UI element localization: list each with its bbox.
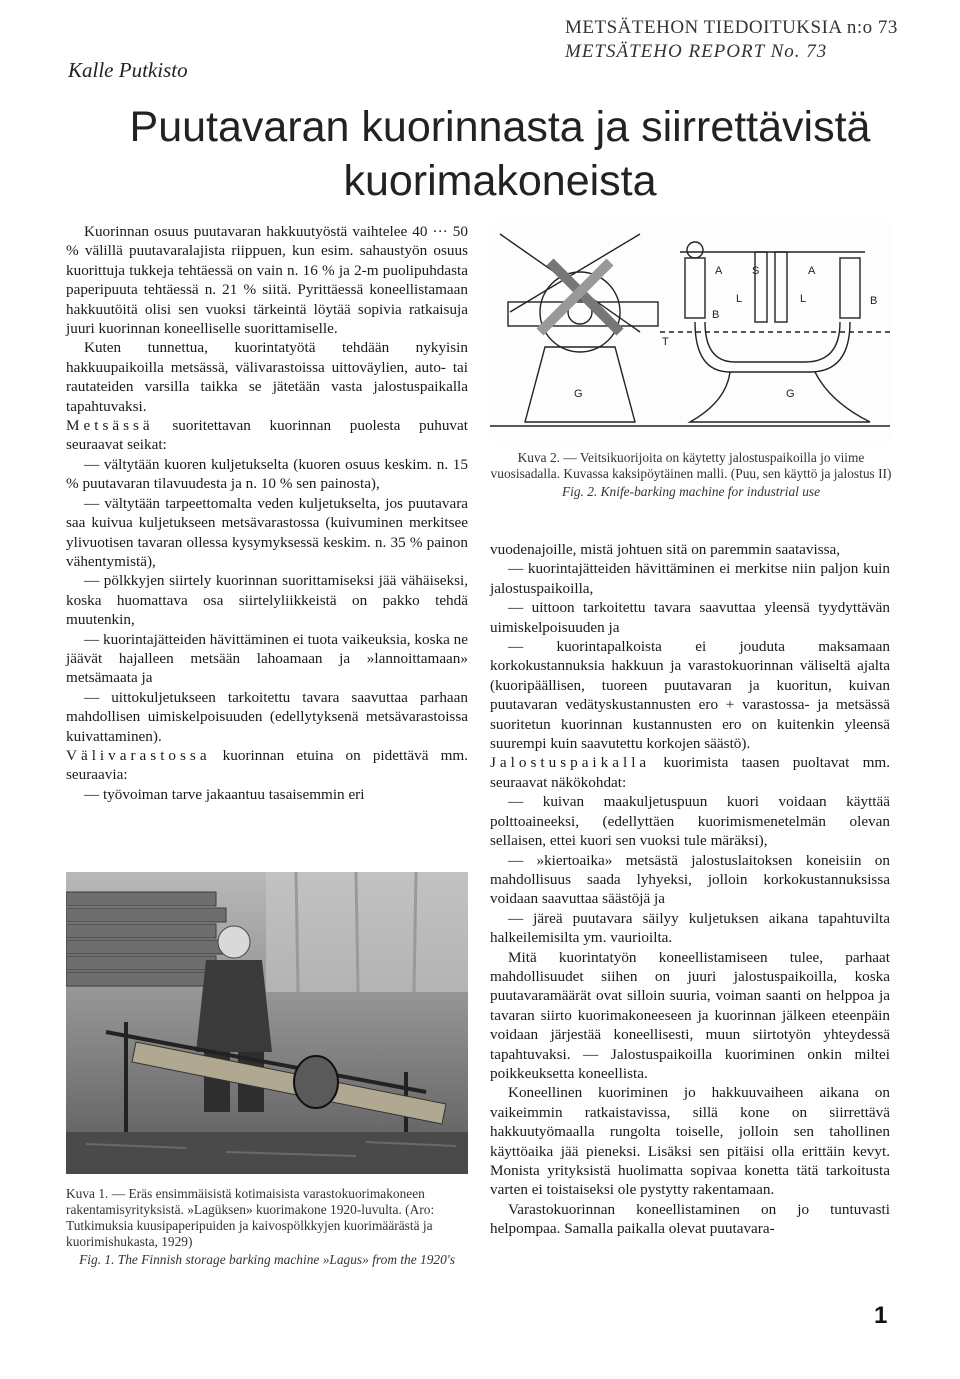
diagram-label: A	[808, 265, 816, 277]
knife-barker-diagram	[490, 222, 892, 442]
paragraph: vuodenajoille, mistä johtuen sitä on paremmin saatavissa,	[490, 541, 841, 558]
caption-text-fi: Kuva 1. — Eräs ensimmäisistä kotimaisista varastokuorimakoneen rakentamisyrityksistä. »Lagüksen» kuorimakone 1920-luvulta. (Aro: Tutkimuksia kuusipaperipuiden ja kaivospölkkyjen kuorimäärästä ja kuorimishukasta, 1929)	[66, 1186, 435, 1249]
article-title-line-1: Puutavaran kuorinnasta ja siirrettävistä	[129, 103, 871, 151]
diagram-label: A	[715, 265, 723, 277]
list-item: — vältytään tarpeettomalta veden kuljetukselta, jos puutavara saa kuivua kuljetukseen metsävarastossa (kuivuminen merkitsee ylivuotisen tavaran ollessa kysymyksessä keskim. n. 35 % painon vähentymistä),	[66, 494, 468, 570]
figure-2-diagram	[490, 222, 892, 442]
list-item: — kuorintajätteiden hävittäminen ei merkitse niin paljon kuin jalostuspaikoilla,	[490, 560, 890, 597]
list-item: — kuorintapalkoista ei jouduta maksamaan korkokustannuksia hakkuun ja varastokuorinnan väliseltä ajalta (kuoripäällisen, tuoreen puutavaran ja kuoritun, kuivan puutavaran vedätyskustannusten ero + varastossa- ja metsässä suoritetun kuorinnan kustannusten ero on kuitenkin yleensä suurempi kuin saavutettu korkojen säästö).	[490, 638, 890, 753]
paragraph	[490, 753, 890, 792]
article-title	[100, 100, 900, 208]
caption-text-en: Fig. 1. The Finnish storage barking machine »Lagus» from the 1920's	[79, 1252, 455, 1267]
paragraph-text: kuorinnan etuina on pidettävä mm. seuraavia:	[66, 746, 468, 784]
page-number: 1	[874, 1302, 888, 1329]
left-column	[66, 222, 468, 804]
paragraph: Mitä kuorintatyön koneellistamiseen tulee, parhaat mahdollisuudet siihen on juuri jalostuspaikoilla, koska puutavaramäärät ovat silloin suuria, voiman saanti on helppoa ja tavaran siirto kuorimakoneeseen ja kuorinnan jälkeen eteenpäin voidaan järjestää koneellisesti, muun siirtotyön yhteydessä tapahtuvaksi. — Jalostuspaikoilla kuoriminen onkin miltei poikkeuksetta koneellista.	[490, 948, 890, 1082]
spaced-heading: Metsässä	[66, 417, 154, 435]
series-title-en: METSÄTEHO REPORT No. 73	[565, 41, 828, 62]
series-title-fi: METSÄTEHON TIEDOITUKSIA n:o 73	[565, 17, 898, 38]
diagram-label: L	[800, 293, 807, 305]
caption-text-en: Fig. 2. Knife-barking machine for industrial use	[561, 484, 821, 499]
figure-1-caption	[66, 1186, 468, 1268]
diagram-label: T	[662, 336, 669, 348]
list-item: — työvoiman tarve jakaantuu tasaisemmin eri	[84, 785, 365, 803]
figure-1-photo	[66, 872, 468, 1174]
caption-text-fi: Kuva 2. — Veitsikuorijoita on käytetty jalostuspaikoilla jo viime vuosisadalla. Kuvassa kaksipöytäinen malli. (Puu, sen käyttö ja jalostus II)	[490, 450, 892, 481]
diagram-label: S	[752, 265, 760, 277]
paragraph-text: suoritettavan kuorinnan puolesta puhuvat seuraavat seikat:	[66, 417, 468, 454]
diagram-label: G	[574, 388, 583, 400]
figure-2-caption	[490, 450, 892, 500]
list-item: — »kiertoaika» metsästä jalostuslaitoksen koneisiin on mahdollisuus saada lyhyeksi, jolloin korkokustannuksissa voidaan saavuttaa säästöjä ja	[490, 851, 890, 908]
diagram-label: B	[712, 309, 720, 321]
paragraph	[66, 416, 468, 455]
list-item: — pölkkyjen siirtely kuorinnan suorittamiseksi jää vähäiseksi, koska huomattava osa siirtelyliikkeistä on pakko tehdä muutenkin,	[66, 572, 468, 629]
list-item: — vältytään kuoren kuljetukselta (kuoren osuus keskim. n. 15 % puutavaran tilavuudesta ja n. 10 % sen painosta),	[66, 455, 468, 493]
paragraph	[66, 746, 468, 785]
diagram-label: B	[870, 295, 878, 307]
list-item: — järeä puutavara säilyy kuljetuksen aikana tapahtuvilta halkeilemisilta ym. vaurioilta.	[490, 909, 890, 947]
list-item: — kuorintajätteiden hävittäminen ei tuota vaikeuksia, koska ne jäävät hajalleen metsään lahoamaan ja »lannoittamaan» metsämaata ja	[66, 630, 468, 687]
author-name: Kalle Putkisto	[68, 58, 188, 82]
spaced-heading: Jalostuspaikalla	[490, 754, 651, 772]
spaced-heading: Välivarastossa	[66, 746, 211, 764]
paragraph-text: kuorimista taasen puoltavat mm. seuraavat näkökohdat:	[490, 754, 890, 791]
masthead	[565, 16, 915, 64]
right-column	[490, 540, 890, 1239]
diagram-label: G	[786, 388, 795, 400]
paragraph: Koneellinen kuoriminen jo hakkuuvaiheen aikana on vaikeimmin ratkaistavissa, sillä kone on siirrettävä hakkuutyömaalla rungolta toiselle, jolloin sen tahollinen käyttöaika jää pieneksi. Lisäksi sen pitäisi olla erittäin kevyt. Monista yrityksistä huolimatta sopivaa konetta tätä tarkoitusta varten ei toistaiseksi ole pystytty rakentamaan.	[490, 1084, 890, 1199]
paragraph: Kuorinnan osuus puutavaran hakkuutyöstä vaihtelee 40 ··· 50 % välillä puutavaralajista riippuen, kun esim. sahaustyön osuus kuorittuja tukkeja tehtäessä on vain n. 16 % ja 2-m puolipuhdasta paperipuuta tehtäessä n. 21 % siitä. Pyrittäessä koneellistamaan hakkuutöitä olisi sen vuoksi tärkeintä löytää sopivia ratkaisuja juuri kuorinnan koneelliselle suorittamiselle.	[66, 223, 468, 338]
barking-machine-photo	[66, 872, 468, 1174]
list-item: — kuivan maakuljetuspuun kuori voidaan käyttää polttoaineeksi, (edellyttäen kuorimismenetelmän olevan sellaisen, ettei kuori sen vuoksi tule märäksi),	[490, 793, 890, 850]
list-item: — uittoon tarkoitettu tavara saavuttaa yleensä tyydyttävän uimiskelpoisuuden ja	[490, 599, 890, 636]
paragraph: Kuten tunnettua, kuorintatyötä tehdään nykyisin hakkuupaikoilla metsässä, välivarastoissa uittoväylien, auto- tai rautateiden varsilla taikka se jätetään vasta jalostuspaikalla tapahtuvaksi.	[66, 339, 468, 415]
paragraph: Varastokuorinnan koneellistaminen on jo tuntuvasti helpompaa. Samalla paikalla olevat puutavara-	[490, 1200, 890, 1238]
diagram-label: L	[736, 293, 743, 305]
article-title-line-2: kuorimakoneista	[343, 157, 657, 205]
list-item: — uittokuljetukseen tarkoitettu tavara saavuttaa parhaan mahdollisen uimiskelpoisuuden (edellytyksenä metsävarastoissa kuivattaminen).	[66, 688, 468, 745]
